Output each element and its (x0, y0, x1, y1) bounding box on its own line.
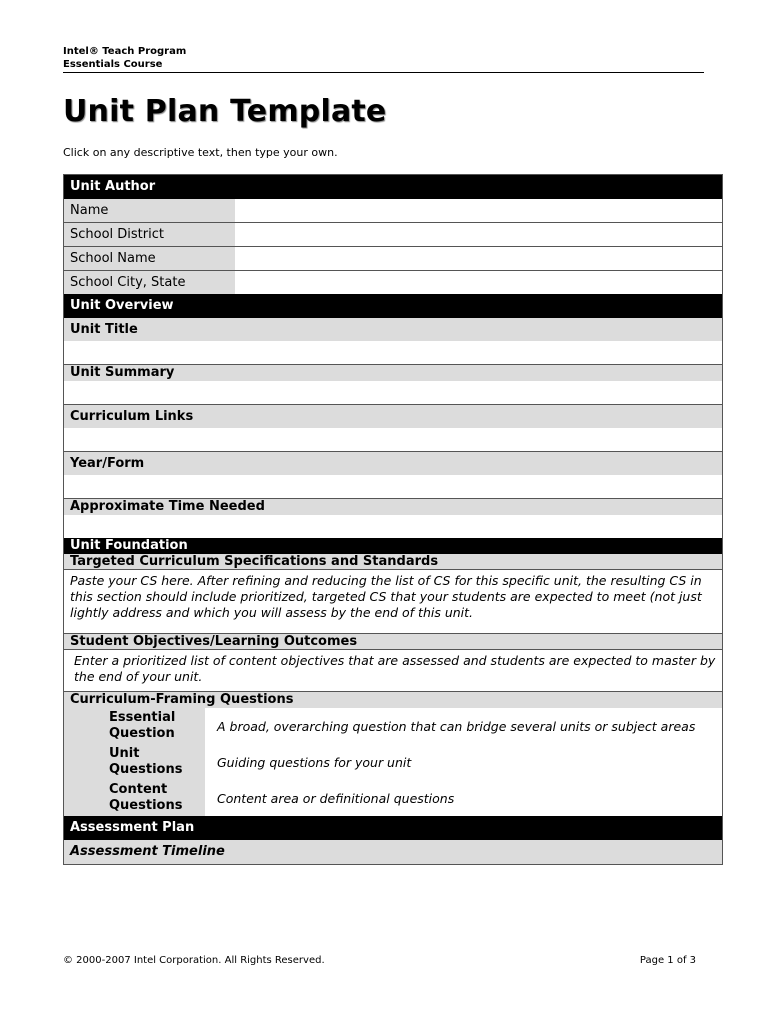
field-label-name: Name (64, 199, 235, 222)
cfq-label-unit: Unit Questions (64, 744, 205, 780)
input-learning-outcomes[interactable]: Enter a prioritized list of content objectives that are assessed and students are expected to master by the end of your unit. (64, 650, 722, 692)
label-targeted-standards: Targeted Curriculum Specifications and Standards (64, 554, 722, 570)
label-unit-title: Unit Title (64, 318, 722, 341)
label-learning-outcomes: Student Objectives/Learning Outcomes (64, 634, 722, 650)
section-unit-foundation: Unit Foundation (64, 538, 722, 554)
field-row-name (64, 199, 722, 223)
field-row-school-city (64, 271, 722, 294)
field-row-school-district (64, 223, 722, 247)
unit-plan-form (63, 174, 723, 865)
field-input-school-district[interactable] (235, 223, 722, 246)
field-label-school-city: School City, State (64, 271, 235, 294)
field-input-name[interactable] (235, 199, 722, 222)
cfq-label-essential: Essential Question (64, 708, 205, 744)
input-unit-title[interactable] (64, 341, 722, 365)
page-number: Page 1 of 3 (639, 955, 696, 966)
section-unit-author: Unit Author (64, 175, 722, 199)
input-year-form[interactable] (64, 475, 722, 499)
course-name: Essentials Course (63, 59, 163, 70)
input-unit-summary[interactable] (64, 381, 722, 405)
field-row-school-name (64, 247, 722, 271)
page-footer (63, 955, 696, 966)
cfq-input-unit[interactable]: Guiding questions for your unit (217, 754, 412, 770)
input-targeted-standards[interactable]: Paste your CS here. After refining and reducing the list of CS for this specific unit, the resulting CS in this section should include prioritized, targeted CS that your students are expected to meet (not just lightly address and which you will assess by the end of this unit. (64, 570, 722, 634)
program-name: Intel® Teach Program (63, 46, 187, 57)
field-input-school-name[interactable] (235, 247, 722, 270)
copyright-text: © 2000-2007 Intel Corporation. All Rights Reserved. (63, 955, 325, 966)
cfq-row-content (64, 780, 722, 816)
input-approx-time[interactable] (64, 515, 722, 538)
field-label-school-name: School Name (64, 247, 235, 270)
cfq-label-content: Content Questions (64, 780, 205, 816)
field-input-school-city[interactable] (235, 271, 722, 294)
label-assessment-timeline: Assessment Timeline (64, 840, 722, 864)
instructions: Click on any descriptive text, then type your own. (63, 146, 338, 159)
input-curriculum-links[interactable] (64, 428, 722, 452)
cfq-row-essential (64, 708, 722, 744)
cfq-input-essential[interactable]: A broad, overarching question that can bridge several units or subject areas (217, 718, 696, 734)
label-unit-summary: Unit Summary (64, 365, 722, 381)
label-approx-time: Approximate Time Needed (64, 499, 722, 515)
section-unit-overview: Unit Overview (64, 294, 722, 318)
field-label-school-district: School District (64, 223, 235, 246)
page-title: Unit Plan Template (63, 94, 387, 129)
cfq-input-content[interactable]: Content area or definitional questions (217, 790, 455, 806)
label-year-form: Year/Form (64, 452, 722, 475)
label-curriculum-links: Curriculum Links (64, 405, 722, 428)
document-header (63, 45, 704, 73)
cfq-row-unit (64, 744, 722, 780)
section-assessment-plan: Assessment Plan (64, 816, 722, 840)
label-curriculum-framing: Curriculum-Framing Questions (64, 692, 722, 708)
